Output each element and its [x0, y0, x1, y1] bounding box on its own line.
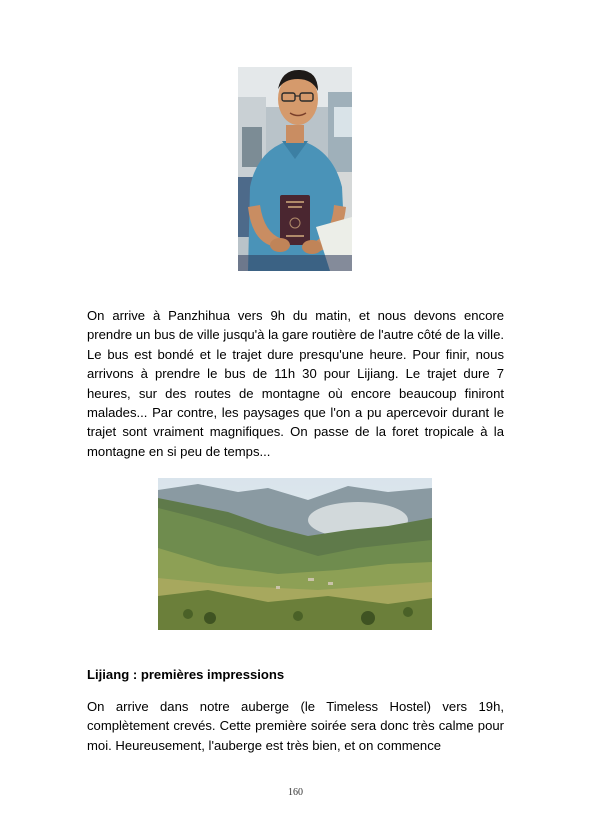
- landscape-photo: [158, 478, 432, 630]
- person-photo: [238, 67, 352, 271]
- landscape-photo-illustration: [158, 478, 432, 630]
- page-number: 160: [288, 787, 303, 798]
- section-heading-lijiang: Lijiang : premières impressions: [87, 667, 285, 682]
- paragraph-hostel-arrival: On arrive dans notre auberge (le Timeless Hostel) vers 19h, complètement crevés. Cette première soirée sera donc très calme pour moi. Heureusement, l'auberge est très bien, et on commence: [87, 699, 504, 753]
- person-photo-illustration: [238, 67, 352, 271]
- paragraph-bus-journey: On arrive à Panzhihua vers 9h du matin, et nous devons encore prendre un bus de ville jusqu'à la gare routière de l'autre côté de la ville. Le bus est bondé et le trajet dure presqu'une heure. Pour finir, nous arrivons à prendre le bus de 11h 30 pour Lijiang. Le trajet dure 7 heures, sur des routes de montagne où encore beaucoup finiront malades... Par contre, les paysages que l'on a pu apercevoir durant le trajet sont vraiment magnifiques. On passe de la foret tropicale à la montagne en si peu de temps...: [87, 308, 504, 459]
